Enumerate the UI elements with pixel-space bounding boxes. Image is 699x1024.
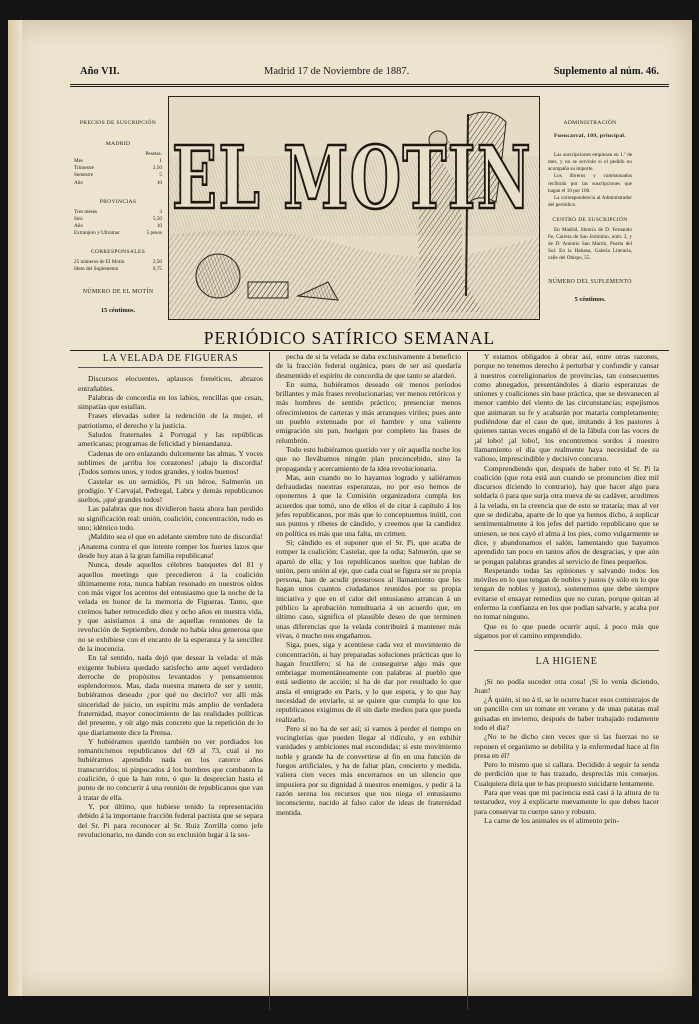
price-row <box>74 266 162 273</box>
price-row <box>74 158 162 165</box>
administration-box <box>548 114 632 303</box>
price-value: 2,50 <box>152 165 162 172</box>
centro-heading: CENTRO DE SUSCRIPCIÓN <box>552 216 628 223</box>
price-value: 5,50 <box>152 215 162 222</box>
dateline <box>80 66 659 77</box>
price-value: 10 <box>156 222 162 229</box>
subtitle-rule <box>70 350 669 351</box>
column-2 <box>269 352 467 1010</box>
price-row <box>74 165 162 172</box>
provincias-heading: PROVINCIAS <box>99 198 137 205</box>
admin-note: Las suscripciones empiezan en 1.º de mes, y no se servirán si el pedido no acompaña su importe. <box>548 152 632 173</box>
masthead-title: EL MOTIN <box>172 128 532 229</box>
price-row <box>74 223 162 230</box>
article-paragraph: Comprendiendo que, después de haber roto el Sr. Pi la coalición (que rota está aun cuando se pronuncien diez mil discursos diciendo lo contrario), hay que hacer algo para soldarla ó para que surja otra nueva de su cadáver, acudimos á la velada, en la creencia que de esto se trataría; mas al ver que se dedicaba, aparte de lo que ya hemos dicho, á suplicar sentimentalmente á los jefes del partido republicano que se uniesen, se nos cayó el alma á los pies, como vulgarmente se dice, y abandonamos el salón, lamentando que hayamos aprendido tan poco en tantos años de desgracias, y que aún se pongan palabras grandes al servicio de fines pequeños. <box>474 463 659 566</box>
article-paragraph: Y estamos obligados á obrar así, entre otras razones, porque no tenemos derecho á perturbar y confundir y cansar á nuestros correligionarios de provincias, tan consecuentes como abnegados, presentándoles á diario esperanzas de uniones y coaliciones sin base práctica, que se desvanecen al menor cambio del viento de las circunstancias; espejismos que animaran su fe y acabarán por mataría completamente; pudiéndose dar el caso de que, imitando á los pastores á quienes tantas veces engañó el de la fábula con las voces de ¡al lobo! ¡al lobo!, los encontremos sordos á nuestro llamamiento el día que realmente haya necesidad de su valioso, imprescindible y decisivo concurso. <box>474 352 659 464</box>
price-value: 5 <box>159 172 162 179</box>
madrid-heading: MADRID <box>105 141 131 148</box>
article-paragraph: ¿No te he dicho cien veces que si las fuerzas no se reponen el organismo se debilita y la enfermedad hace al fin presa en él? <box>474 732 659 760</box>
article-paragraph: ¿Á quién, si no á tí, se le ocurre hacer esos comistrajos de un pancillo con un tomate en verano y de unas patatas mal guisadas en invierno, después de haber trabajado rudamente todo el día? <box>474 695 659 732</box>
article-paragraph: Castelar es un semidiós, Pi un héroe, Salmerón un prodigio. Y Carvajal, Pedregal, Labra y demás republicanos sueltos, ¡qué grandes todos! <box>78 476 263 505</box>
article-columns <box>72 352 665 1010</box>
article-paragraph: Que es lo que puede ocurrir aquí, á poco más que sigamos por el camino emprendido. <box>474 621 659 640</box>
price-label: Año <box>74 222 83 229</box>
subscription-prices-box <box>74 114 162 314</box>
supplement-number-price: 5 céntimos. <box>574 295 606 303</box>
price-label: Semestre <box>74 172 94 179</box>
price-value: 10 <box>156 179 162 186</box>
centro-text: En Madrid, librería de D. Fernando Fe, Carrera de San Jerónimo, núm. 2, y de D. Antonio San Martín, Puerta del Sol. En la Habana, Galería Literaria, calle del Obispo, 55. <box>548 227 632 262</box>
article-paragraph: Saludos fraternales á Portugal y las repúblicas americanas; programas de felicidad y bienandanza. <box>78 430 263 449</box>
prices-heading: PRECIOS DE SUSCRIPCIÓN <box>79 120 157 126</box>
price-value: 0,75 <box>152 266 162 273</box>
article-paragraph: Palabras de concordia en los labios, rencillas que cesan, simpatías que estallan. <box>78 392 263 412</box>
page-spine <box>8 20 22 996</box>
article-title-velada: LA VELADA DE FIGUERAS <box>78 354 263 368</box>
price-row <box>74 216 162 223</box>
price-label: Trimestre <box>74 165 94 172</box>
article-paragraph: ¡Si no podía suceder otra cosa! ¡Si lo venía diciendo, Juan! <box>474 676 659 695</box>
column-3 <box>467 352 665 1010</box>
currency-label: Pesetas. <box>145 151 162 158</box>
column-1 <box>72 352 269 1010</box>
supplement-number-label: NÚMERO DEL SUPLEMENTO <box>548 278 632 285</box>
price-label: Año <box>74 179 83 186</box>
price-value: 2,50 <box>152 259 162 266</box>
price-label: 25 números de El Motín <box>74 259 125 266</box>
masthead-illustration <box>168 96 540 320</box>
year-label: Año VII. <box>80 66 120 77</box>
admin-heading: ADMINISTRACIÓN <box>563 120 617 126</box>
article-paragraph: Las palabras que nos dividieron hasta ahora han perdido su significación real: unión, coalición, concentración, todo es uno; idéntico todo. <box>78 504 263 533</box>
number-price: 15 céntimos. <box>100 306 136 314</box>
masthead-subtitle: PERIÓDICO SATÍRICO SEMANAL <box>203 328 496 348</box>
article-paragraph: Discursos elocuentes, aplausos frenéticos, abrazos entrañables. <box>78 374 263 393</box>
price-label: Mes <box>74 158 83 165</box>
article-paragraph: La carne de los animales es el alimento prin- <box>484 815 619 825</box>
article-paragraph: Frases elevadas sobre la redención de la mujer, el patriotismo, el derecho y la justicia. <box>78 411 263 430</box>
article-paragraph: Siga, pues, siga y acentúese cada vez el movimiento de concentración, si hay preparadas soluciones prácticas que lo hagan fructífero; si ha de conseguirse algo más que embriagar momentáneamente con palabras al pueblo que está sediento de acción; si ha de dar por resultado lo que ansía el emigrado en París, y lo que espera, y lo que hay necesidad de enviarle, si se quiere que cumpla lo que los republicanos exigimos de él sin darle medios para que pueda realizarlo. <box>276 640 461 724</box>
price-row <box>74 180 162 187</box>
admin-note: Los libreros y comisionados recibirán por las suscripciones que hagan el 10 por 100. <box>548 173 632 194</box>
article-paragraph: Pero si no ha de ser así; si vamos á perder el tiempo en vocinglerías que pueden llegar al ridículo, y en exhibir vanidades y ambiciones mal escondidas; si este movimiento noble y grande ha de convertirse al fin en una función de fuegos artificiales, y ha de faltar plan, concierto y medida, valiera cien veces más encerrarnos en un silencio que impusiera por su dignidad á nuestros enemigos, y pedir á la razón serena los recursos que nos niega el entusiasmo inconsciente, nacido al falso calor de ideas de fraternidad mentida. <box>276 723 461 817</box>
price-label: Extranjero y Ultramar <box>74 230 120 237</box>
price-value: 1 <box>159 158 162 165</box>
article-paragraph: Para que veas que mi paciencia está casi á la altura de tu testarudez, voy á explicarte nuevamente lo que debes hacer para conservar tu cuerpo sano y robusto. <box>474 788 659 816</box>
price-value: 5 pesos <box>146 230 162 237</box>
article-paragraph: Cadenas de oro enlazando dulcemente las almas. Y voces sublimes de ¡arriba los corazones! ¡abajo la discordia! ¡Todos somos unos, y todos grandes, y todos buenos! <box>78 448 263 477</box>
price-label: Seis <box>74 215 83 222</box>
admin-note: La correspondencia al Administrador del periódico. <box>548 194 632 208</box>
price-row <box>74 230 162 237</box>
price-row <box>74 259 162 266</box>
price-label: Tres meses <box>74 208 98 215</box>
article-paragraph: En suma, hubiéramos deseado oír menos períodos brillantes y más frases revolucionarias; ver menos retóricos y más hombres de sentido práctico; presenciar menos ofrecimientos de carteras y más arranques viriles; pues ante un pueblo extenuado por el hambre y una valiente emigración sin pan, huelgan por completo las frases de relumbrón. <box>276 379 461 445</box>
number-label: NÚMERO DE EL MOTÍN <box>82 289 154 296</box>
article-paragraph: En tal sentido, nada dejó que desear la velada: el más exigente hubiera quedado satisfecho ante aquel verdadero derroche de propósitos levantados y pensamientos esplendorosos. Mas, dada nuestra manera de ser y sentir, hubiéramos deseado ¿por qué no decirlo? ver allí más sinceridad de juicio, un espíritu más amplio de verdadera fraternidad, mayor conocimiento de las realidades políticas del presente, y oír algo más concreto que la repetición de lo que diariamente dice la Prensa. <box>78 653 263 737</box>
article-paragraph: Mas, aun cuando no lo hayamos logrado y saliéramos defraudadas nuestras esperanzas, no por eso hemos de oponernos á que la Comisión organizadora cumpla los acuerdos que tomó, uno de ellos el de citar á capítulo á los jefes republicanos, por más que lo conceptuemos inútil, con sus puntos y ribetes de cándido, y creemos que la candidez en política es más que una falta, un crimen. <box>276 472 461 538</box>
top-rule <box>70 84 669 85</box>
corresponsales-heading: CORRESPONSALES <box>90 249 146 256</box>
article-paragraph: pecha de si la velada se daba exclusivamente á beneficio de la fracción federal orgánica, pues de ser así quedaría desmentido el espíritu de concordia de que tanto se alardeó. <box>276 352 461 380</box>
article-paragraph: ¡Maldito sea el que en adelante siembre tuto de discordia! ¡Anatema contra el que intente romper los fuertes lazos que desde hoy atan á la gran familia republicana! <box>78 532 263 560</box>
article-paragraph: Si; cándido es el suponer que el Sr. Pi, que acaba de romper la coalición; Castelar, que la odia; Salmerón, que se apartó de ella; y los republicanos sueltos que hablan de unión, pero unión al eje, que cada cual se figura ser su propia persona, han de acudir presurosos al llamamiento que les hagan unos cuantos ciudadanos reunidos por su propia iniciativa y que en el calor del entusiasmo arrancan á un público la aprobación tumultuaria á un acuerdo que, en último caso, significa el plausible deseo de que terminen unas diferencias que la velada contribuirá á mantener más vivas, ó mucho nos engañamos. <box>276 537 461 640</box>
article-paragraph: Y, por último, que hubiese tenido la representación debido á la importante fracción federal pactista que se separa del Sr. Pi para reconocer al Sr. Ruiz Zorrilla como jefe revolucionario, no dando con su exclusión lugar á la sos- <box>78 801 263 839</box>
place-date: Madrid 17 de Noviembre de 1887. <box>263 66 410 77</box>
price-row <box>74 172 162 179</box>
article-paragraph: Todo esto hubiéramos querido ver y oír aquella noche los que no llevábamos ningún plan preconcebido, sino la propaganda y acercamiento de la idea revolucionaria. <box>276 444 461 473</box>
price-row <box>74 209 162 216</box>
supplement-label: Suplemento al núm. 46. <box>553 66 659 77</box>
article-paragraph: Pero lo mismo que si callara. Decidido á seguir la senda de perdición que te has trazado, despreciás mis consejos. Cualquiera diría que te has propuesto suicidarte lentamente. <box>474 760 659 788</box>
price-label: Idem del Suplemento <box>74 266 119 273</box>
article-title-higiene: LA HIGIENE <box>474 650 659 670</box>
admin-address: Fuencarral, 109, principal. <box>554 133 626 140</box>
top-rule-2 <box>70 86 669 87</box>
article-paragraph: Y hubiéramos querido también no ver pordiados los romanticismos republicanos del 69 al 73, cual si no hubiéramos aprendido nada en los catorce años transcurridos; ni pinpocados á los hombres que combaten la coalición, ó que la han roto, ó que la desprecian hasta el punto de no concurrir á una reunión de republicanos que van á tratar de ella. <box>78 736 263 802</box>
price-value: 3 <box>159 208 162 215</box>
article-paragraph: Respetando todas las opiniones y salvando todos los móviles en lo que tengan de nobles y justos (y sólo en lo que tengan de nobles y justos), sostenemos que debe siempre evitarse el ensayar remedios que no curan, porque quitan al enfermo la confianza en los que podían salvarle, y acaba por no tomar ninguno. <box>474 565 659 622</box>
article-paragraph: Nunca, desde aquellos célebres banquetes del 81 y aquellos meetings que precedieron á la coalición últimamente rota, nunca habían resonado en nuestros oídos con más vigor los acentos del entusiasmo que la noche de la velada en honor de la memoria de Figueras. Tanto, que creímos haber retrocedido diez y ocho años en nuestra vida, y que asistíamos á una de aquellas reuniones de la revolución de Septiembre, donde no había idea generosa que no se exhibiese con el encanto de la esperanza y la sencillez de la inocencia. <box>78 560 263 653</box>
